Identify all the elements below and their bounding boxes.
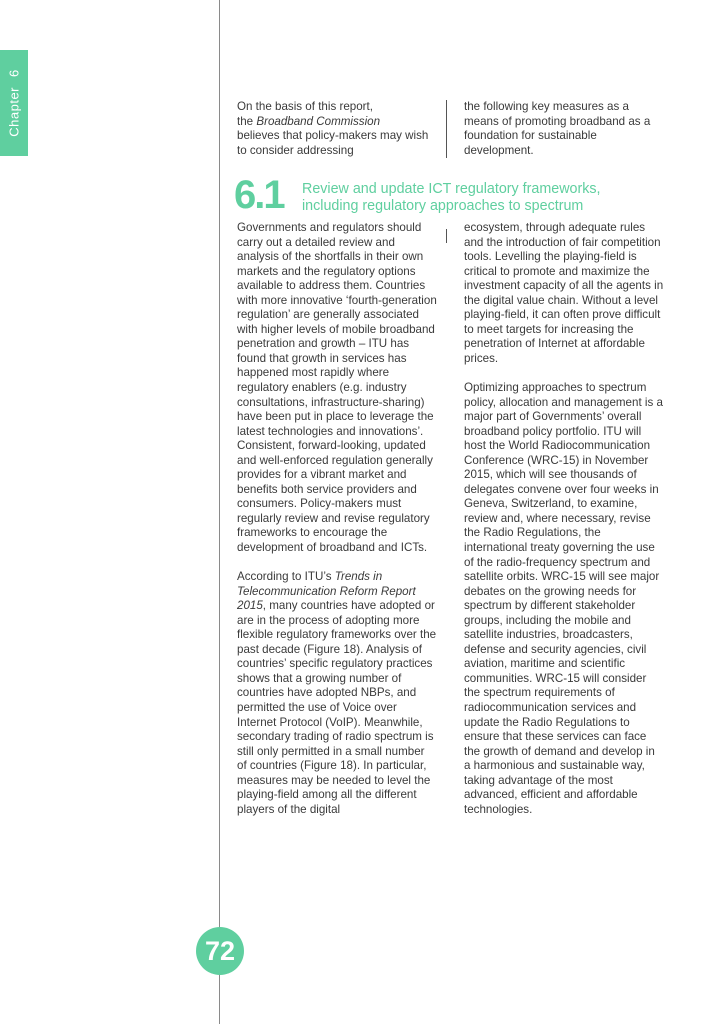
body-left-p2-rest: , many countries have adopted or are in the process of adopting more flexible regulatory frameworks over the past decade (Figure 18). Analysis of countries’ specific regulatory practices shows that a growing number of countries have adopted NBPs, and permitted the use of Voice over Internet Protocol (VoIP). Meanwhile, secondary trading of radio spectrum is still only permitted in a small number of countries (Figure 18). In particular, measures may be needed to level the playing-field among all the different players of the digital bbox=[237, 599, 437, 816]
chapter-label: Chapter bbox=[6, 86, 22, 137]
body-left-paragraph-1: Governments and regulators should carry out a detailed review and analysis of the shortfalls in their own markets and the regulatory options available to address them. Countries with more innovative ‘fourth-generation regulation’ are generally associated with higher levels of mobile broadband penetration and growth – ITU has found that growth in services has happened most rapidly where regulatory enablers (e.g. industry consultations, infrastructure-sharing) have been put in place to leverage the latest technologies and innovations’. Consistent, forward-looking, updated and well-enforced regulation generally provides for a vibrant market and benefits both service providers and consumers. Policy-makers must regularly review and revise regulatory frameworks to encourage the development of broadband and ICTs. bbox=[237, 221, 437, 555]
body-column-separator bbox=[446, 229, 447, 243]
page-number: 72 bbox=[196, 927, 244, 975]
body-left-paragraph-2 bbox=[237, 570, 437, 817]
chapter-number: 6 bbox=[6, 69, 22, 77]
intro-right-text: the following key measures as a means of promoting broadband as a foundation for sustainable development. bbox=[464, 100, 651, 157]
section-number: 6.1 bbox=[234, 173, 284, 217]
body-right-paragraph-1: ecosystem, through adequate rules and the introduction of fair competition tools. Levelling the playing-field is critical to promote and maximize the investment capacity of all the agents in the digital value chain. Without a level playing-field, it can often prove difficult to meet targets for increasing the penetration of Internet at affordable prices. bbox=[464, 221, 664, 365]
intro-left-rest: believes that policy-makers may wish to consider addressing bbox=[237, 129, 429, 157]
intro-right-column bbox=[464, 100, 664, 158]
intro-left-the: the bbox=[237, 114, 257, 128]
chapter-tab bbox=[0, 50, 28, 156]
page-vertical-rule bbox=[219, 0, 220, 1024]
intro-left-text bbox=[237, 100, 437, 158]
section-title: Review and update ICT regulatory frameworks, including regulatory approaches to spectrum bbox=[302, 181, 601, 214]
intro-left-commission: Broadband Commission bbox=[256, 114, 381, 128]
intro-column-separator bbox=[446, 100, 447, 158]
body-right-paragraph-2: Optimizing approaches to spectrum policy, allocation and management is a major part of Governments’ overall broadband policy portfolio. ITU will host the World Radiocommunication Conference (WRC-15) in November 2015, which will see thousands of delegates convene over four weeks in Geneva, Switzerland, to examine, review and, where necessary, revise the Radio Regulations, the international treaty governing the use of the radio-frequency spectrum and satellite orbits. WRC-15 will see major debates on the growing needs for spectrum by different stakeholder groups, including the mobile and satellite industries, broadcasters, defense and security agencies, civil aviation, maritime and scientific communities. WRC-15 will consider the spectrum requirements of radiocommunication services and update the Radio Regulations to ensure that these services can face the growth of demand and develop in a harmonious and sustainable way, taking advantage of the most advanced, efficient and affordable technologies. bbox=[464, 380, 663, 816]
intro-left-column bbox=[237, 100, 437, 158]
body-left-p2-report-title: Trends in Telecommunication Reform Report 2015 bbox=[237, 570, 416, 613]
intro-left-line-1: On the basis of this report, bbox=[237, 100, 373, 113]
body-right-column bbox=[464, 221, 664, 817]
body-left-column bbox=[237, 221, 437, 817]
body-left-p2-start: According to ITU’s bbox=[237, 570, 335, 584]
chapter-tab-label bbox=[7, 69, 22, 136]
